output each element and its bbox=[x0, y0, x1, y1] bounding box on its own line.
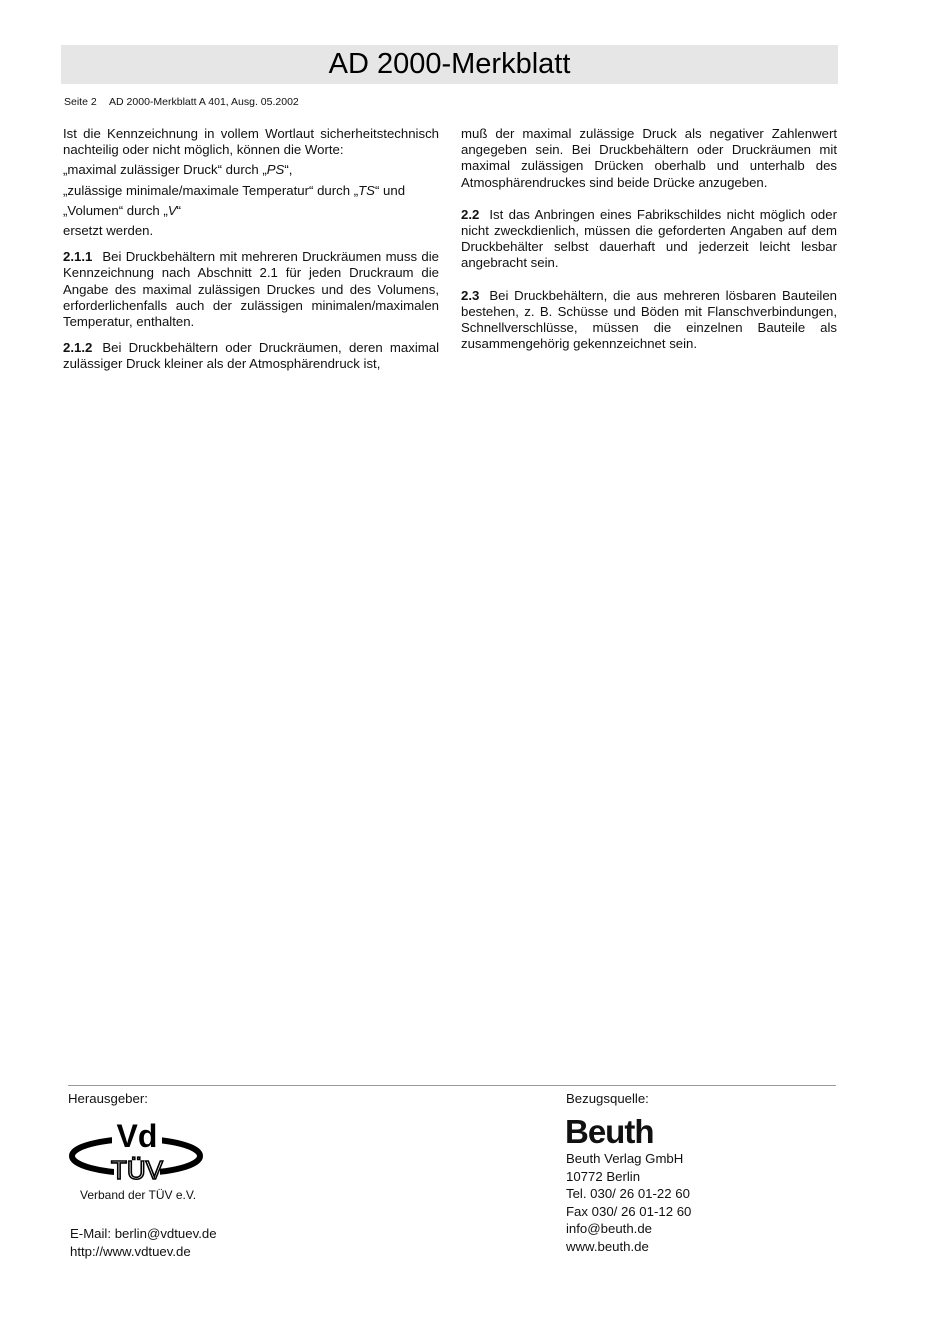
publisher-website: http://www.vdtuev.de bbox=[70, 1243, 191, 1259]
section-2-1-2: 2.1.2 Bei Druckbehältern oder Druckräumen, deren maximal zulässiger Druck kleiner als der Atmosphärendruck ist, bbox=[63, 340, 439, 372]
source-website: www.beuth.de bbox=[566, 1238, 649, 1254]
publisher-caption: Verband der TÜV e.V. bbox=[80, 1188, 197, 1202]
abbreviation-item-ps: „maximal zulässiger Druck“ durch „PS“, bbox=[63, 162, 293, 178]
abbreviation-item-v: „Volumen“ durch „V“ bbox=[63, 202, 182, 218]
source-company: Beuth Verlag GmbH bbox=[566, 1151, 684, 1166]
source-label: Bezugsquelle: bbox=[566, 1091, 649, 1106]
document-reference: AD 2000-Merkblatt A 401, Ausg. 05.2002 bbox=[109, 96, 299, 108]
replaced-note: ersetzt werden. bbox=[63, 223, 154, 239]
source-phone: Tel. 030/ 26 01-22 60 bbox=[566, 1186, 690, 1201]
left-text-column bbox=[63, 126, 439, 383]
continuation-paragraph: muß der maximal zulässige Druck als negativer Zahlenwert angegeben sein. Bei Druckbehältern oder Druckräumen mit maximal zulässigen Drücken oberhalb und unterhalb des Atmosphärendruckes sind beide Drücke anzugeben. bbox=[461, 126, 837, 190]
publisher-label: Herausgeber: bbox=[68, 1091, 148, 1106]
section-2-3: 2.3 Bei Druckbehältern, die aus mehreren lösbaren Bauteilen bestehen, z. B. Schüsse und Böden mit Flanschverbindungen, Schnellverschlüsse, müssen die einzelnen Bauteile als zusammengehörig gekennzeichnet sein. bbox=[461, 287, 837, 352]
section-2-2: 2.2 Ist das Anbringen eines Fabrikschildes nicht möglich oder nicht zweckdienlich, müssen die geforderten Angaben auf dem Druckbehälter selbst dauerhaft und jederzeit leicht lesbar angebracht sein. bbox=[461, 206, 837, 271]
abbreviation-item-ts: „zulässige minimale/maximale Temperatur“ durch „TS“ und bbox=[63, 182, 406, 198]
section-number: 2.3 bbox=[461, 287, 480, 303]
publisher-email: E-Mail: berlin@vdtuev.de bbox=[70, 1226, 217, 1241]
document-banner-title: AD 2000-Merkblatt bbox=[61, 45, 838, 84]
footer-divider bbox=[68, 1085, 836, 1086]
section-2-1-1: 2.1.1 Bei Druckbehältern mit mehreren Druckräumen muss die Kennzeichnung nach Abschnitt 2.1 für jeden Druckraum die Angabe des maximal zulässigen Druckes und des Volumens, erforderlichenfalls auch der zulässigen minimalen/maximalen Temperatur, enthalten. bbox=[63, 249, 439, 330]
source-fax: Fax 030/ 26 01-12 60 bbox=[566, 1203, 692, 1219]
section-number: 2.1.2 bbox=[63, 340, 93, 356]
vdtuev-logo bbox=[68, 1118, 208, 1188]
logo-text-vd: Vd bbox=[116, 1118, 158, 1154]
source-email: info@beuth.de bbox=[566, 1221, 652, 1236]
section-number: 2.2 bbox=[461, 206, 480, 222]
publisher-contact bbox=[70, 1225, 217, 1260]
right-text-column bbox=[461, 126, 837, 362]
source-address: 10772 Berlin bbox=[566, 1168, 641, 1184]
intro-paragraph: Ist die Kennzeichnung in vollem Wortlaut sicherheitstechnisch nachteilig oder nicht möglich, können die Worte: bbox=[63, 126, 439, 158]
beuth-logo: Beuth bbox=[565, 1113, 654, 1150]
page-number: Seite 2 bbox=[64, 96, 97, 108]
logo-text-tuev: TÜV bbox=[111, 1155, 163, 1185]
section-number: 2.1.1 bbox=[63, 249, 93, 265]
page-reference-line bbox=[64, 96, 309, 108]
source-contact bbox=[566, 1150, 691, 1255]
